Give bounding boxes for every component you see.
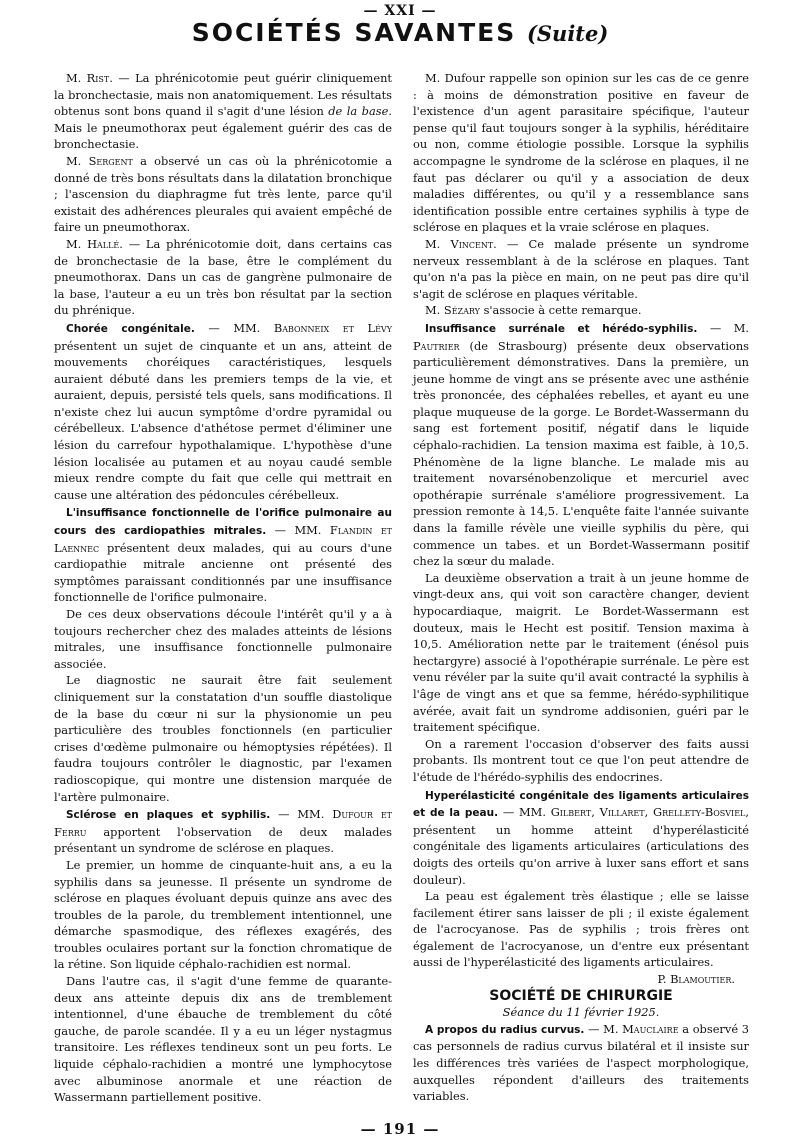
speaker-name: M. Hallé. [66, 236, 123, 251]
section-heading: Chorée congénitale. [66, 322, 195, 335]
right-column [413, 70, 749, 1105]
author-names: Babonneix et Lévy [273, 320, 392, 335]
section-heading: L'insuffisance fonctionnelle de l'orifice pulmonaire au cours des cardiopathies mitrales. [54, 507, 392, 538]
speaker-name: M. Vincent. [425, 236, 497, 251]
section-heading: Hyperélasticité congénitale des ligaments articulaires et de la peau. [413, 789, 749, 820]
paragraph: M. Sézary s'associe à cette remarque. [425, 303, 642, 318]
section-heading: Insuffisance surrénale et hérédo-syphilis. [425, 322, 698, 335]
paragraph: M. Hallé. — La phrénicotomie doit, dans certains cas de bronchectasie de la base, être le complément du pneumothorax. Dans un cas de gangrène pulmonaire de la base, l'auteur a eu un très bon résultat par la section du phrénique. [54, 236, 392, 318]
paragraph: Sclérose en plaques et syphilis. — MM. Dufour et Ferru apportent l'observation de deux malades présentant un syndrome de sclérose en plaques. [54, 807, 392, 856]
speaker-name: M. Rist. [66, 71, 113, 85]
paragraph: La deuxième observation a trait à un jeune homme de vingt-deux ans, qui voit son caractère changer, devient hypocardiaque, maigrit. Le Bordet-Wassermann est douteux, mais le Hecht est positif. Tension maxima à 10,5. Amélioration nette par le traitement (énésol puis hectargyre) associé à l'opothérapie surrénale. Le père est venu révéler par la suite qu'il avait contracté la syphilis à l'âge de vingt ans et que sa femme, hérédo-syphilitique avérée, avait fait un syndrome addisonien, guéri par le traitement spécifique. [413, 570, 749, 735]
paragraph: La peau est également très élastique ; elle se laisse facilement étirer sans laisser de pli ; il existe également de l'acrocyanose. Pas de syphilis ; trois frères ont également de l'acrocyanose, un d'entre eux présentant aussi de l'hyperélasticité des ligaments articulaires. [413, 889, 749, 970]
section-heading: A propos du radius curvus. [425, 1023, 585, 1036]
speaker-name: M. Sergent [66, 153, 133, 168]
speaker-name: M. Sézary [425, 303, 480, 318]
paragraph: M. Sergent a observé un cas où la phrénicotomie a donné de très bons résultats dans la dilatation bronchique ; l'ascension du diaphragme fut très lente, parce qu'il existait des adhérences pleurales qui avaient empêché de faire un pneumothorax. [54, 153, 393, 235]
paragraph: L'insuffisance fonctionnelle de l'orifice pulmonaire au cours des cardiopathies mitrales. — MM. Flandin et Laennec présentent deux malades, qui au cours d'une cardiopathie mitrale ancienne ont présenté des symptômes paraissant conditionnés par une insuffisance fonctionnelle de l'orifice pulmonaire. [54, 507, 393, 605]
author-names: Dufour et Ferru [54, 807, 392, 839]
paragraph: Chorée congénitale. — MM. Babonneix et Lévy présentent un sujet de cinquante et un ans, atteint de mouvements choréiques caractéristiques, lesquels auraient débuté dans les premiers temps de la vie, et auraient, depuis, persisté tels quels, sans modifications. Il n'existe chez lui aucun symptôme d'ordre pyramidal ou cérébelleux. L'absence d'athétose permet d'éliminer une lésion du carrefour hypothalamique. L'hypothèse d'une lésion localisée au putamen et au noyau caudé semble mieux rendre compte du fait que celle qui mettrait en cause une altération des pédoncules cérébelleux. [54, 320, 392, 502]
paragraph: Le diagnostic ne saurait être fait seulement cliniquement sur la constatation d'un souffle diastolique de la base du cœur ni sur la physionomie un peu particulière des troubles fonctionnels (en particulier crises d'œdème pulmonaire ou hémoptysies répétées). Il faudra toujours contrôler le diagnostic, par l'examen radioscopique, qui montre une distension marquée de l'artère pulmonaire. [54, 673, 392, 804]
left-column [54, 70, 392, 1106]
section-title: SOCIÉTÉ DE CHIRURGIE [489, 987, 673, 1004]
author-names: Gilbert, Villaret, Grellety-Bosviel [550, 805, 746, 820]
paragraph: Le premier, un homme de cinquante-huit ans, a eu la syphilis dans sa jeunesse. Il présente un syndrome de sclérose en plaques évoluant depuis quinze ans avec des troubles de la parole, du tremblement intentionnel, une démarche spasmodique, des réflexes exagérés, des troubles oculaires portant sur la fonction chromatique de la rétine. Son liquide céphalo-rachidien est normal. [54, 857, 392, 972]
paragraph: Hyperélasticité congénitale des ligaments articulaires et de la peau. — MM. Gilbert, Villaret, Grellety-Bosviel, présentent un homme atteint d'hyperélasticité congénitale des ligaments articulaires (articulations des doigts des orteils qu'on arrive à luxer sans effort et sans douleur). [413, 789, 749, 887]
page-number: — 191 — [360, 1120, 440, 1138]
page-title [0, 18, 800, 47]
paragraph: De ces deux observations découle l'intérêt qu'il y a à toujours rechercher chez des malades atteints de lésions mitrales, une insuffisance fonctionnelle pulmonaire associée. [54, 607, 392, 671]
roman-page-numeral: — XXI — [363, 3, 437, 19]
title-main: SOCIÉTÉS SAVANTES [191, 18, 517, 47]
paragraph: M. Rist. — La phrénicotomie peut guérir cliniquement la bronchectasie, mais non anatomiquement. Les résultats obtenus sont bons quand il s'agit d'une lésion de la base. Mais le pneumothorax peut également guérir des cas de bronchectasie. [54, 71, 392, 152]
title-suffix: (Suite) [526, 21, 609, 46]
paragraph: M. Dufour rappelle son opinion sur les cas de ce genre : à moins de démonstration positive en faveur de l'existence d'un agent parasitaire spécifique, l'auteur pense qu'il faut toujours songer à la syphilis, héréditaire ou non, comme étiologie possible. Lorsque la syphilis accompagne le syndrome de la sclérose en plaques, il ne faut pas déclarer ou qu'il y a association de deux maladies différentes, ou qu'il y a ressemblance sans identification possible entre certaines syphilis à type de sclérose en plaques et la vraie sclérose en plaques. [413, 71, 749, 235]
paragraph: Insuffisance surrénale et hérédo-syphilis. — M. Pautrier (de Strasbourg) présente deux observations particulièrement démonstratives. Dans la première, un jeune homme de vingt ans se présente avec une asthénie très prononcée, des céphalées rebelles, et ayant eu une plaque muqueuse de la gorge. Le Bordet-Wassermann du sang est fortement positif, négatif dans le liquide céphalo-rachidien. La tension maxima est faible, à 10,5. Phénomène de la ligne blanche. Le malade mis au traitement novarsénobenzolique et mercuriel avec opothérapie surrénale s'améliore progressivement. La pression remonte à 14,5. L'enquête faite l'année suivante dans la famille révèle une vieille syphilis du père, qui commence un tabes. et un Bordet-Wassermann positif chez la sœur du malade. [413, 320, 749, 569]
author-names: Pautrier [413, 338, 460, 353]
paragraph: M. Vincent. — Ce malade présente un syndrome nerveux ressemblant à de la sclérose en plaques. Tant qu'on n'a pas la pièce en main, on ne peut pas dire qu'il s'agit de sclérose en plaques véritable. [413, 236, 749, 301]
session-date: Séance du 11 février 1925. [502, 1005, 660, 1020]
author-names: Mauclaire [622, 1021, 679, 1036]
signature: P. Blamoutier. [657, 972, 735, 987]
paragraph: On a rarement l'occasion d'observer des faits aussi probants. Ils montrent tout ce que l'on peut attendre de l'étude de l'hérédo-syphilis des endocrines. [413, 736, 749, 784]
section-heading: Sclérose en plaques et syphilis. [66, 809, 271, 822]
paragraph: A propos du radius curvus. — M. Mauclaire a observé 3 cas personnels de radius curvus bilatéral et il insiste sur les différences très variées de l'aspect morphologique, auxquelles répondent d'ailleurs des traitements variables. [413, 1021, 749, 1104]
author-names: Flandin et Laennec [54, 523, 393, 555]
paragraph: Dans l'autre cas, il s'agit d'une femme de quarante-deux ans atteinte depuis dix ans de tremblement intentionnel, d'une ébauche de tremblement du côté gauche, de parole scandée. Il y a eu un léger nystagmus transitoire. Les réflexes tendineux sont un peu forts. Le liquide céphalo-rachidien a montré une lymphocytose avec albuminose anormale et une réaction de Wassermann partiellement positive. [54, 974, 392, 1105]
